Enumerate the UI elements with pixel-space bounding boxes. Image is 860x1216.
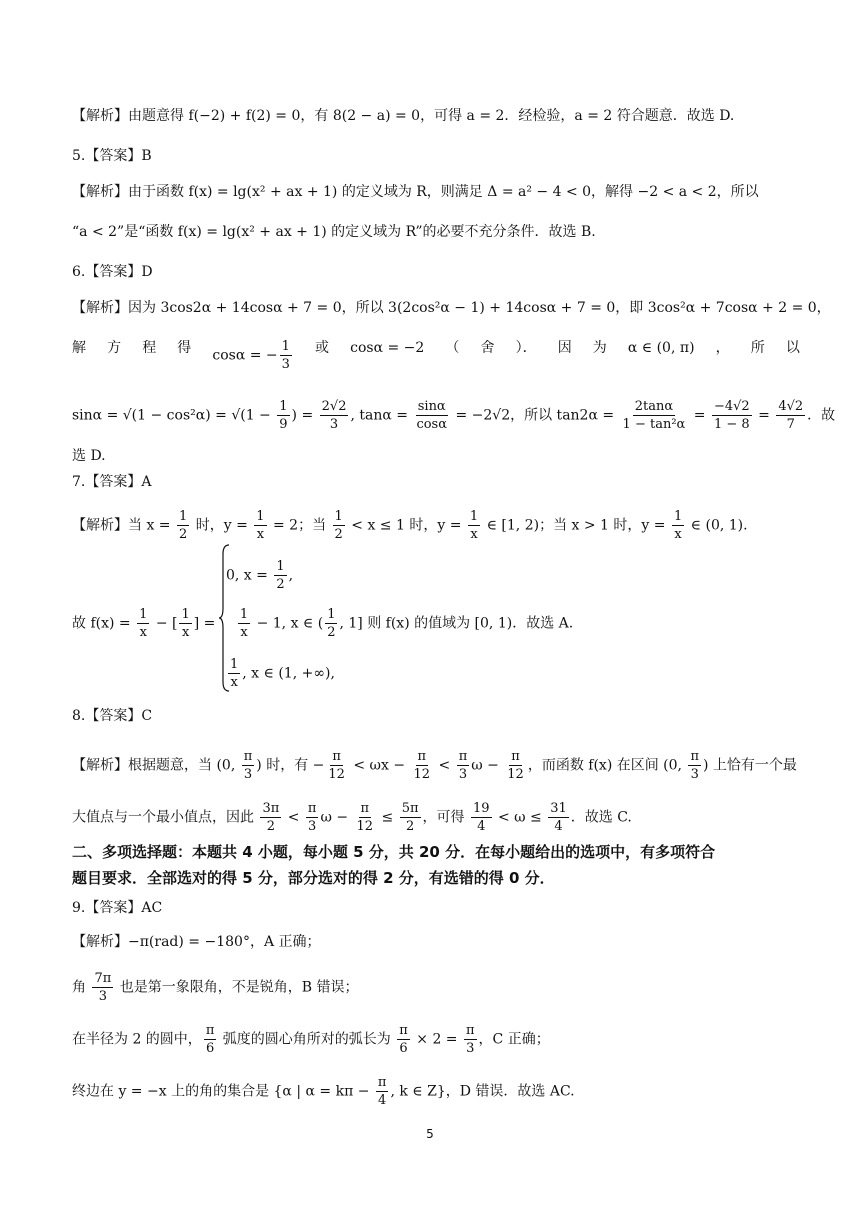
q7-case-3: $\frac{1}{x}$ , x ∈ (1, +∞), [230,657,335,690]
q9-answer: 9.【答案】AC [72,900,163,916]
q7-piecewise-line: 故 f(x) = $\frac{1}{x}$ − [ $\frac{1}{x}$ ] = $\frac{1}{x}$ − 1, x ∈ ( $\frac{1}{2}$ , 1] 则 f(x) 的值域为 [0, 1)．故选 A. [72,607,574,640]
q5-answer: 5.【答案】B [72,148,152,164]
q8-analysis-line-1: 【解析】根据题意，当 (0, $\frac{\pi}{3}$ ) 时，有 − $\frac{\pi}{12}$ < ωx − $\frac{\pi}{12}$ < $\frac{\pi}{3}$ ω − $\frac{\pi}{12}$ ，而函数 f(x) 在区间 (0, $\frac{\pi}{3}$ ) 上恰有一个最 [72,749,797,782]
q6-analysis-line-2: 解 方 程 得 cosα = − $\frac{1}{3}$ 或 cosα = −2 （ 舍 ）． 因 为 α ∈ (0, π) ， 所 以 [72,339,800,372]
q9-analysis-line-1: 【解析】−π(rad) = −180°，A 正确； [72,934,321,950]
q7-answer: 7.【答案】A [72,474,152,490]
q6-analysis-line-4: 选 D. [72,448,106,464]
q9-analysis-line-3: 在半径为 2 的圆中， $\frac{\pi}{6}$ 弧度的圆心角所对的弧长为 $\frac{\pi}{6}$ × 2 = $\frac{\pi}{3}$ ，C 正确； [72,1023,550,1056]
q9-analysis-line-2: 角 $\frac{7\pi}{3}$ 也是第一象限角，不是锐角，B 错误； [72,971,359,1004]
section-heading-line-2: 题目要求．全部选对的得 5 分，部分选对的得 2 分，有选错的得 0 分． [72,869,555,887]
fraction: $\frac{1}{3}$ [281,339,290,372]
q7-analysis-line-1: 【解析】当 x = $\frac{1}{2}$ 时，y = $\frac{1}{x}$ = 2；当 $\frac{1}{2}$ < x ≤ 1 时，y = $\frac{1}{x}$ ∈ [1, 2)；当 x > 1 时，y = $\frac{1}{x}$ ∈ (0, 1). [72,509,748,542]
q4-analysis-line: 【解析】由题意得 f(−2) + f(2) = 0，有 8(2 − a) = 0，可得 a = 2．经检验，a = 2 符合题意．故选 D. [72,108,735,124]
q6-answer: 6.【答案】D [72,264,153,280]
q8-answer: 8.【答案】C [72,708,153,724]
section-heading-line-1: 二、多项选择题：本题共 4 小题，每小题 5 分，共 20 分．在每小题给出的选项中，有多项符合 [72,843,716,861]
page-number: 5 [426,1127,434,1141]
q6-analysis-line-1: 【解析】因为 3cos2α + 14cosα + 7 = 0，所以 3(2cos²α − 1) + 14cosα + 7 = 0，即 3cos²α + 7cosα + 2 = 0， [72,300,831,316]
q6-analysis-line-3: sinα = √(1 − cos²α) = √(1 − $\frac{1}{9}$ ) = $\frac{2√2}{3}$ , tanα = $\frac{\sin\alpha}{\cos\alpha}$ = −2√2，所以 tan2α = $\frac{2\tan\alpha}{\text{1 − tan²α}}$ = $\frac{-4√2}{1 - 8}$ = $\frac{4√2}{7}$ ．故 [72,399,836,432]
q9-analysis-line-4: 终边在 y = −x 上的角的集合是 {α | α = kπ − $\frac{\pi}{4}$ , k ∈ Z}，D 错误．故选 AC. [72,1075,575,1108]
q7-case-1: 0, x = $\frac{1}{2}$ , [226,559,294,592]
q5-analysis-line-2: “a < 2”是“函数 f(x) = lg(x² + ax + 1) 的定义域为 R”的必要不充分条件．故选 B. [72,224,596,240]
q5-analysis-line-1: 【解析】由于函数 f(x) = lg(x² + ax + 1) 的定义域为 R，则满足 Δ = a² − 4 < 0，解得 −2 < a < 2，所以 [72,184,759,200]
q8-analysis-line-2: 大值点与一个最小值点，因此 $\frac{3\pi}{2}$ < $\frac{\pi}{3}$ ω − $\frac{\pi}{12}$ ≤ $\frac{5\pi}{2}$ ，可得 $\frac{19}{4}$ < ω ≤ $\frac{31}{4}$ ．故选 C. [72,801,632,834]
